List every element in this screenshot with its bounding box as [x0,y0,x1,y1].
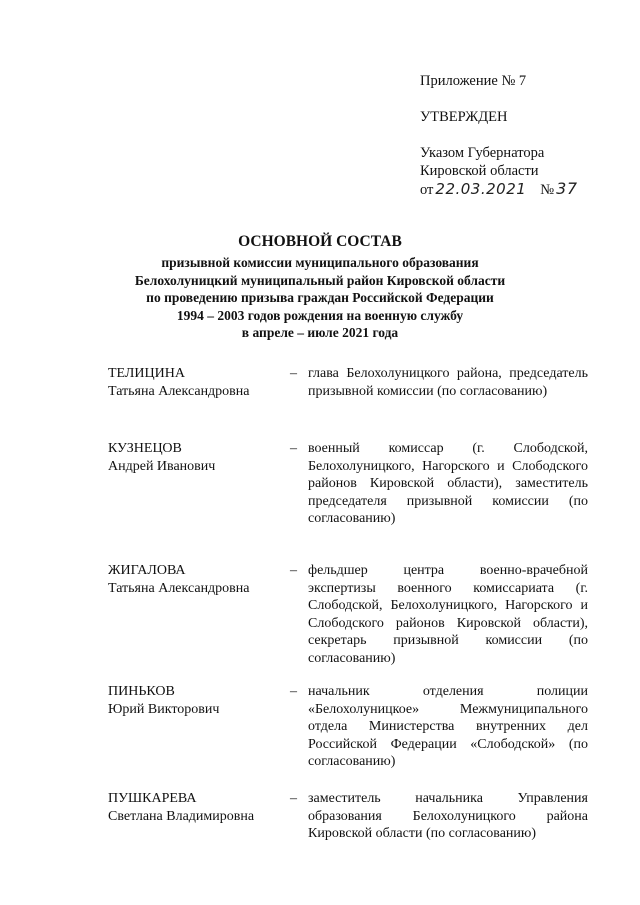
decree-date-line [420,180,620,199]
handwritten-date: 22.03.2021 [435,180,527,198]
date-prefix: от [420,182,434,198]
member-name: Юрий Викторович [108,701,220,717]
document-title: ОСНОВНОЙ СОСТАВ [238,233,402,250]
member-dash: – [290,366,297,381]
member-role: фельдшер центра военно-врачебной экспертизы военного комиссариата (г. Слободской, Белохолуницкого, Нагорского и Слободского районов Кировской области), секретарь призывной комиссии (по согласованию) [308,563,588,666]
member-entry [108,365,588,400]
title-line-1: призывной комиссии муниципального образования [161,255,479,270]
member-entry [108,683,588,771]
member-name: Светлана Владимировна [108,808,255,824]
member-name: Татьяна Александровна [108,580,250,596]
member-role: глава Белохолуницкого района, председатель призывной комиссии (по согласованию) [308,366,588,399]
member-role: военный комиссар (г. Слободской, Белохолуницкого, Нагорского и Слободского районов Кировской области), заместитель председателя призывной комиссии (по согласованию) [308,441,588,526]
member-person [108,562,290,667]
decree-line-2: Кировской области [420,163,539,179]
approval-block [420,72,620,199]
member-entry [108,562,588,667]
member-dash: – [290,441,297,456]
member-entry [108,440,588,528]
number-label: № [540,182,555,198]
approved-label: УТВЕРЖДЕН [420,109,508,125]
member-person [108,790,290,843]
member-surname: ПИНЬКОВ [108,684,175,699]
member-name: Андрей Иванович [108,458,216,474]
appendix-label: Приложение № 7 [420,73,527,89]
handwritten-number: 37 [556,179,578,198]
member-person [108,440,290,528]
member-role: заместитель начальника Управления образования Белохолуницкого района Кировской области (по согласованию) [308,791,588,841]
document-title-block [80,232,560,342]
member-surname: КУЗНЕЦОВ [108,441,182,456]
member-entry [108,790,588,843]
member-role: начальник отделения полиции «Белохолуницкое» Межмуниципального отдела Министерства внутренних дел Российской Федерации «Слободской» (по согласованию) [308,684,588,769]
title-line-5: в апреле – июле 2021 года [241,325,399,340]
member-dash: – [290,684,297,699]
title-line-4: 1994 – 2003 годов рождения на военную службу [176,307,464,323]
member-surname: ЖИГАЛОВА [108,563,186,578]
member-surname: ПУШКАРЕВА [108,791,197,806]
title-line-3: по проведению призыва граждан Российской Федерации [146,290,494,305]
member-person [108,683,290,771]
member-surname: ТЕЛИЦИНА [108,366,185,381]
member-dash: – [290,563,297,578]
member-dash: – [290,791,297,806]
member-person [108,365,290,400]
title-line-2: Белохолуницкий муниципальный район Кировской области [134,272,506,288]
decree-line-1: Указом Губернатора [420,145,545,161]
member-name: Татьяна Александровна [108,383,250,399]
